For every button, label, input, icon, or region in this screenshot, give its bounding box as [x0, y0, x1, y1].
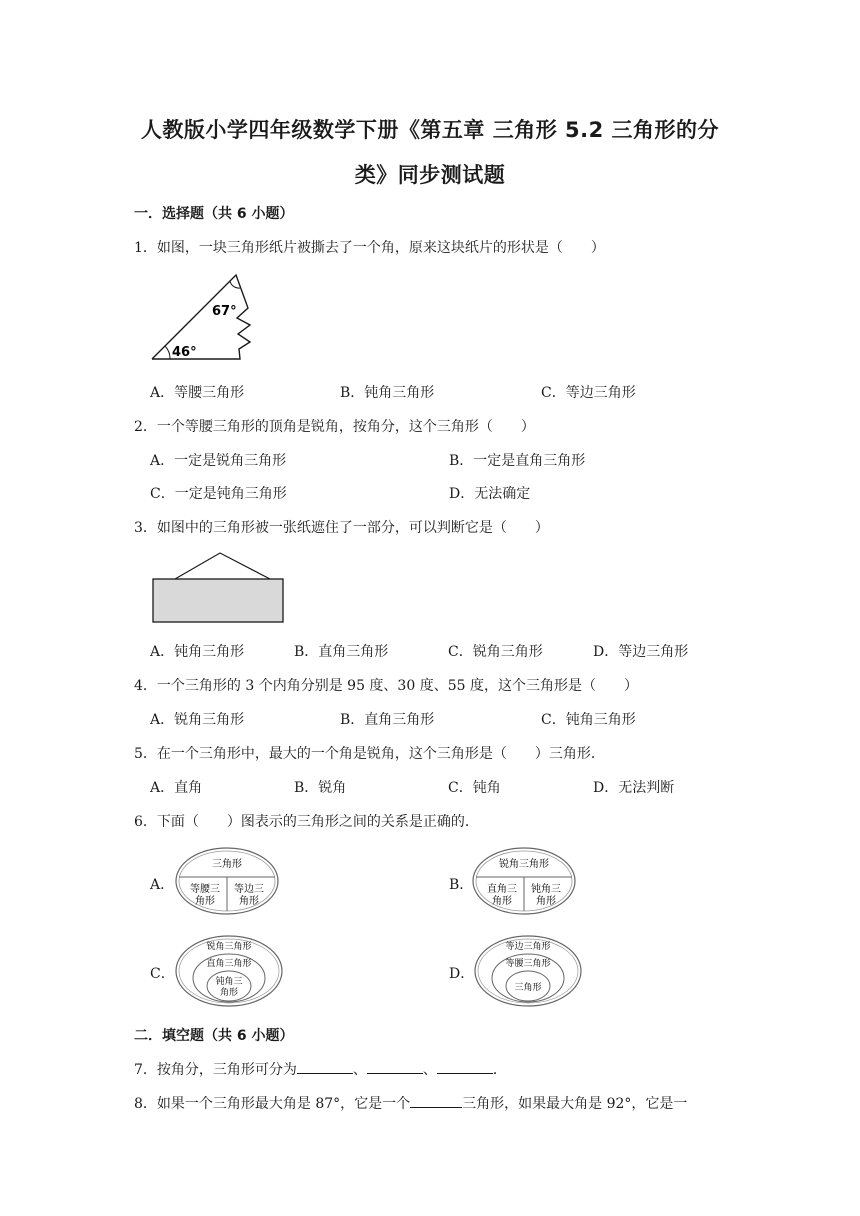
diagram-b-right-label-1: 钝角三 [531, 884, 561, 895]
question-5-text: 5．在一个三角形中，最大的一个角是锐角，这个三角形是（ ）三角形． [134, 746, 605, 762]
q7-blank-2[interactable] [367, 1059, 423, 1074]
q4-option-c[interactable]: C．钝角三角形 [541, 712, 636, 728]
page-title: 人教版小学四年级数学下册《第五章 三角形 5.2 三角形的分 [140, 118, 720, 142]
question-8-text: 8．如果一个三角形最大角是 87°，它是一个 [134, 1096, 411, 1112]
q2-option-a[interactable]: A．一定是锐角三角形 [150, 453, 287, 469]
q3-option-d[interactable]: D．等边三角形 [593, 644, 689, 660]
question-4-text: 4．一个三角形的 3 个内角分别是 95 度、30 度、55 度，这个三角形是（ ） [134, 678, 638, 694]
q6-option-a-label[interactable]: A． [150, 877, 175, 893]
q6-option-c-label[interactable]: C． [150, 966, 175, 982]
diagram-c-middle-label: 直角三角形 [206, 959, 252, 969]
venn-diagram-a [174, 845, 280, 917]
diagram-c-inner-label-1: 钝角三 [215, 977, 243, 987]
q6-option-d-label[interactable]: D． [449, 966, 475, 982]
diagram-b-left-label-2: 角形 [492, 896, 512, 907]
nested-diagram-d [473, 934, 583, 1008]
q2-option-d[interactable]: D．无法确定 [449, 486, 531, 502]
diagram-d-middle-label: 等腰三角形 [505, 959, 551, 969]
q5-option-d[interactable]: D．无法判断 [593, 780, 675, 796]
q1-option-b[interactable]: B．钝角三角形 [340, 385, 435, 401]
q4-option-a[interactable]: A．锐角三角形 [150, 712, 245, 728]
diagram-b-top-label: 锐角三角形 [499, 859, 549, 870]
q7-separator-1: 、 [352, 1062, 367, 1078]
diagram-b-right-label-2: 角形 [536, 896, 556, 907]
q4-option-b[interactable]: B．直角三角形 [340, 712, 435, 728]
section-heading-fill: 二．填空题（共 6 小题） [134, 1028, 294, 1044]
q3-option-c[interactable]: C．锐角三角形 [448, 644, 543, 660]
nested-diagram-c [174, 934, 284, 1008]
q2-option-c[interactable]: C．一定是钝角三角形 [150, 486, 287, 502]
q6-option-b-label[interactable]: B． [449, 877, 474, 893]
q7-blank-3[interactable] [437, 1059, 493, 1074]
q1-option-a[interactable]: A．等腰三角形 [150, 385, 245, 401]
q5-option-a[interactable]: A．直角 [150, 780, 203, 796]
question-3-text: 3．如图中的三角形被一张纸遮住了一部分，可以判断它是（ ） [134, 520, 549, 536]
angle-label-67: 67° [212, 304, 237, 319]
diagram-a-left-label-2: 角形 [195, 896, 215, 907]
question-7 [134, 1059, 507, 1079]
diagram-c-inner-label-2: 角形 [219, 988, 239, 998]
q5-option-b[interactable]: B．锐角 [294, 780, 347, 796]
question-2-text: 2．一个等腰三角形的顶角是锐角，按角分，这个三角形（ ） [134, 419, 535, 435]
venn-diagram-b [471, 845, 577, 917]
q3-option-a[interactable]: A．钝角三角形 [150, 644, 245, 660]
q1-option-c[interactable]: C．等边三角形 [541, 385, 636, 401]
question-1-text: 1．如图，一块三角形纸片被撕去了一个角，原来这块纸片的形状是（ ） [134, 240, 605, 256]
covered-triangle-figure [150, 550, 286, 626]
q2-option-b[interactable]: B．一定是直角三角形 [449, 453, 586, 469]
section-heading-choice: 一．选择题（共 6 小题） [134, 206, 294, 222]
diagram-a-top-label: 三角形 [212, 859, 242, 870]
diagram-d-inner-label: 三角形 [514, 983, 542, 993]
diagram-d-outer-label: 等边三角形 [505, 942, 551, 952]
q7-end: ． [492, 1062, 507, 1078]
question-8 [134, 1093, 687, 1113]
q7-blank-1[interactable] [297, 1059, 353, 1074]
diagram-c-outer-label: 锐角三角形 [206, 942, 252, 952]
diagram-a-right-label-1: 等边三 [234, 884, 264, 895]
angle-label-46: 46° [172, 345, 197, 360]
q5-option-c[interactable]: C．钝角 [448, 780, 501, 796]
diagram-b-left-label-1: 直角三 [487, 884, 517, 895]
question-6-text: 6．下面（ ）图表示的三角形之间的关系是正确的． [134, 814, 479, 830]
torn-triangle-figure [140, 268, 260, 368]
question-7-text: 7．按角分，三角形可分为 [134, 1062, 297, 1078]
q3-option-b[interactable]: B．直角三角形 [294, 644, 389, 660]
page-title-line2: 类》同步测试题 [354, 163, 506, 187]
q7-separator-2: 、 [422, 1062, 437, 1078]
diagram-a-right-label-2: 角形 [239, 896, 259, 907]
question-8-text-cont: 三角形，如果最大角是 92°，它是一 [462, 1096, 688, 1112]
diagram-a-left-label-1: 等腰三 [190, 884, 220, 895]
q8-blank-1[interactable] [410, 1093, 462, 1108]
